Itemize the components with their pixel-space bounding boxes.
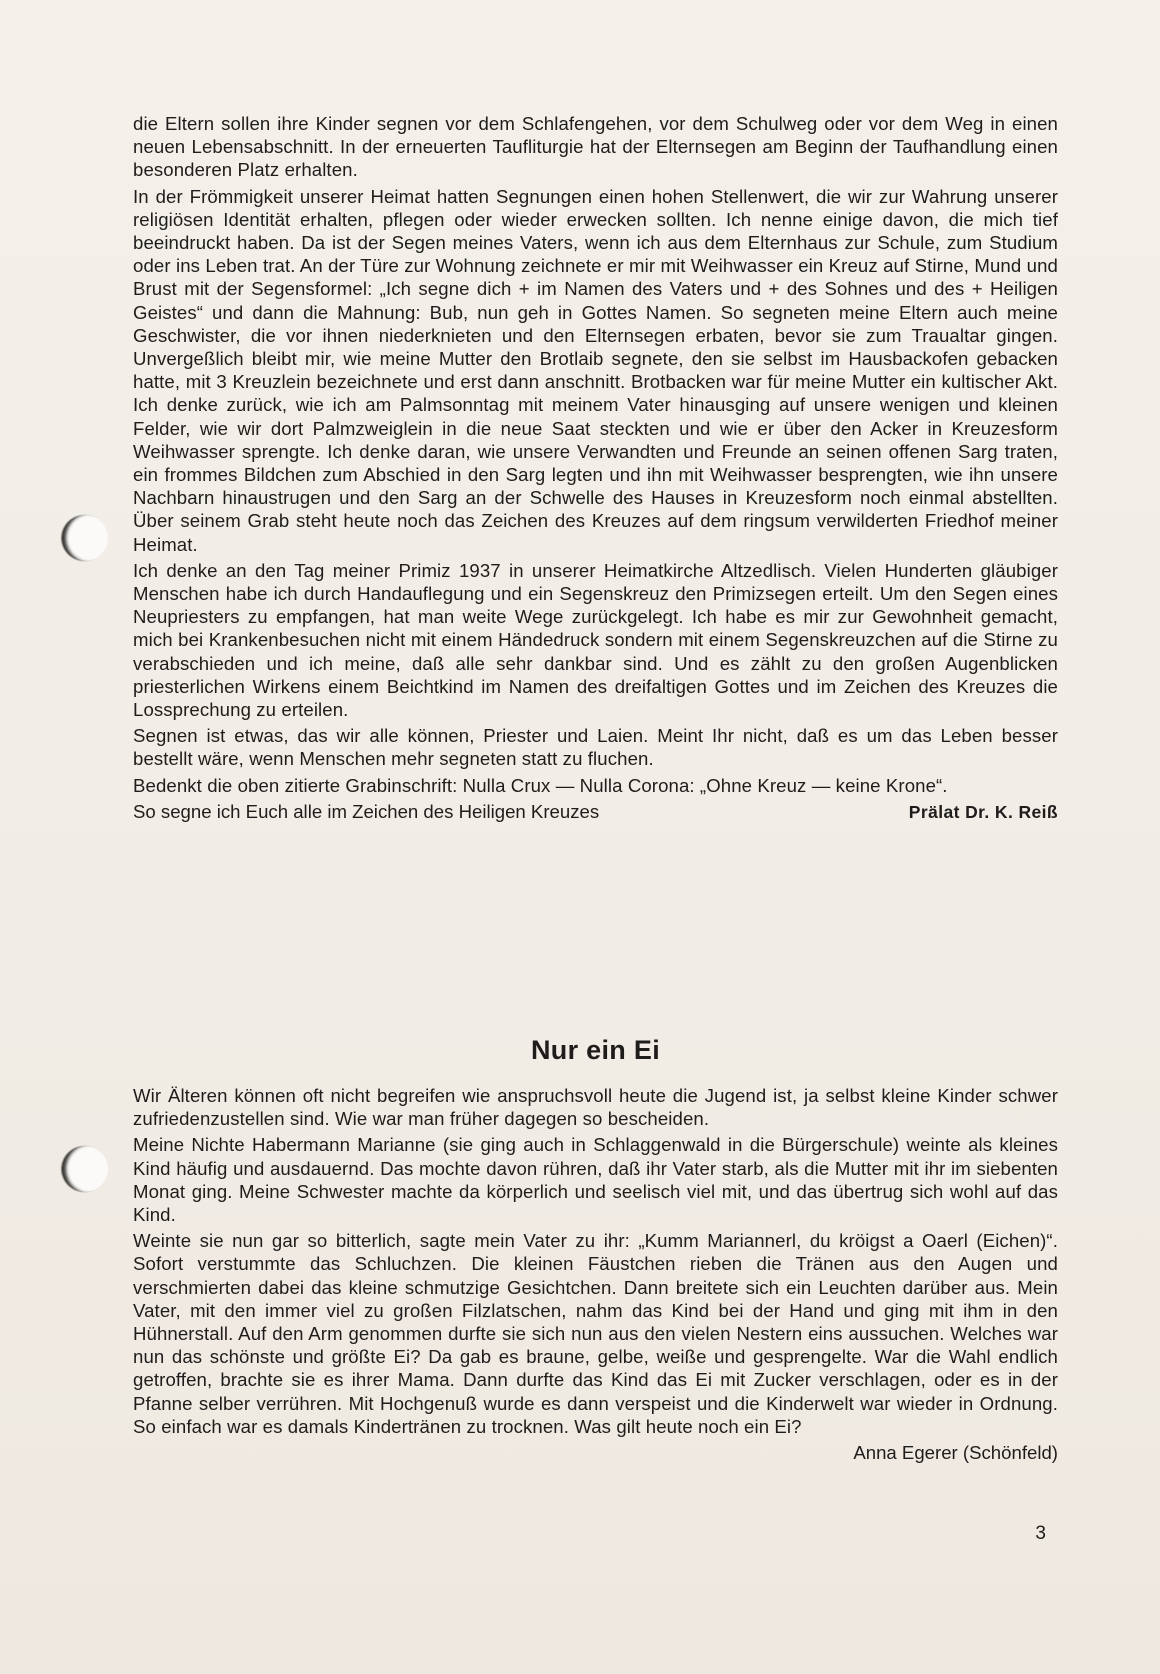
signoff xyxy=(133,800,1058,824)
author-credit: Anna Egerer (Schönfeld) xyxy=(853,1442,1058,1464)
paragraph: Ich denke an den Tag meiner Primiz 1937 in unserer Heimatkirche Altzedlisch. Vielen Hunderten gläubiger Menschen habe ich durch Handauflegung und ein Segenskreuz den Primizsegen erteilt. Um den Segen eines Neupriesters zu empfangen, hat man weite Wege zurückgelegt. Ich habe es mir zur Gewohnheit gemacht, mich bei Krankenbesuchen nicht mit einem Händedruck sondern mit einem Segenskreuzchen auf die Stirne zu verabschieden und ich meine, daß alle sehr dankbar sind. Und es zählt zu den großen Augenblicken priesterlichen Wirkens einem Beichtkind im Namen des dreifaltigen Gottes und im Zeichen des Kreuzes die Lossprechung zu erteilen. xyxy=(133,559,1058,721)
article-egg xyxy=(133,1084,1058,1464)
article-blessing xyxy=(133,112,1058,824)
punch-hole xyxy=(62,1146,108,1192)
signature: Prälat Dr. K. Reiß xyxy=(908,801,1058,822)
paragraph: Bedenkt die oben zitierte Grabinschrift: Nulla Crux — Nulla Corona: „Ohne Kreuz — keine Krone“. xyxy=(133,774,948,796)
punch-hole xyxy=(62,515,108,561)
paragraph: Segnen ist etwas, das wir alle können, Priester und Laien. Meint Ihr nicht, daß es um das Leben besser bestellt wäre, wenn Menschen mehr segneten statt zu fluchen. xyxy=(133,725,1058,770)
paragraph: Wir Älteren können oft nicht begreifen wie anspruchsvoll heute die Jugend ist, ja selbst kleine Kinder schwer zufriedenzustellen sind. Wie war man früher dagegen so bescheiden. xyxy=(133,1085,1058,1130)
closing-line: So segne ich Euch alle im Zeichen des Heiligen Kreuzes xyxy=(133,800,600,822)
paragraph: Weinte sie nun gar so bitterlich, sagte mein Vater zu ihr: „Kumm Mariannerl, du kröigst a Oaerl (Eichen)“. Sofort verstummte das Schluchzen. Die kleinen Fäustchen rieben die Tränen aus den Augen und verschmierten dabei das kleine schmutzige Gesichtchen. Dann breitete sich ein Leuchten darüber aus. Mein Vater, mit den immer viel zu großen Filzlatschen, nahm das Kind bei der Hand und ging mit ihm in den Hühnerstall. Auf den Arm genommen durfte sie sich nun aus den vielen Nestern eins aussuchen. Welches war nun das schönste und größte Ei? Da gab es braune, gelbe, weiße und gesprengelte. War die Wahl endlich getroffen, brachte sie es ihrer Mama. Dann durfte das Kind das Ei mit Zucker verschlagen, oder es in der Pfanne selber verrühren. Mit Hochgenuß wurde es dann verspeist und die Kinderwelt war wieder in Ordnung. So einfach war es damals Kindertränen zu trocknen. Was gilt heute noch ein Ei? xyxy=(133,1230,1058,1437)
page-number: 3 xyxy=(1035,1523,1046,1544)
paragraph: Meine Nichte Habermann Marianne (sie ging auch in Schlaggenwald in die Bürgerschule) weinte als kleines Kind häufig und ausdauernd. Das mochte davon rühren, daß ihr Vater starb, als die Mutter mit ihr im siebenten Monat ging. Meine Schwester machte da körperlich und seelisch viel mit, und das übertrug sich wohl auf das Kind. xyxy=(133,1134,1058,1226)
paragraph: In der Frömmigkeit unserer Heimat hatten Segnungen einen hohen Stellenwert, die wir zur Wahrung unserer religiösen Identität erhalten, pflegen oder wieder erwecken sollten. Ich nenne einige davon, die mich tief beeindruckt haben. Da ist der Segen meines Vaters, wenn ich aus dem Elternhaus zur Schule, zum Studium oder ins Leben trat. An der Türe zur Wohnung zeichnete er mir mit Weihwasser ein Kreuz auf Stirne, Mund und Brust mit der Segensformel: „Ich segne dich + im Namen des Vaters und + des Sohnes und des + Heiligen Geistes“ und dann die Mahnung: Bub, nun geh in Gottes Namen. So segneten meine Eltern auch meine Geschwister, die vor ihnen niederknieten und den Elternsegen erbaten, bevor sie zum Traualtar gingen. Unvergeßlich bleibt mir, wie meine Mutter den Brotlaib segnete, den sie selbst im Hausbackofen gebacken hatte, mit 3 Kreuzlein bezeichnete und erst dann anschnitt. Brotbacken war für meine Mutter ein kultischer Akt. Ich denke zurück, wie ich am Palmsonntag mit meinem Vater hinausging auf unsere wenigen und kleinen Felder, wie wir dort Palmzweiglein in die neue Saat steckten und wie er über den Acker in Kreuzesform Weihwasser sprengte. Ich denke daran, wie unsere Verwandten und Freunde an seinen offenen Sarg traten, ein frommes Bildchen zum Abschied in den Sarg legten und ihn mit Weihwasser besprengten, wie ihn unsere Nachbarn hinaustrugen und den Sarg an der Schwelle des Hauses in Kreuzesform noch einmal abstellten. Über seinem Grab steht heute noch das Zeichen des Kreuzes auf dem ringsum verwilderten Friedhof meiner Heimat. xyxy=(133,185,1058,555)
paragraph: die Eltern sollen ihre Kinder segnen vor dem Schlafengehen, vor dem Schulweg oder vor dem Weg in einen neuen Lebensabschnitt. In der erneuerten Taufliturgie hat der Elternsegen am Beginn der Taufhandlung einen besonderen Platz erhalten. xyxy=(133,113,1058,181)
article-title: Nur ein Ei xyxy=(530,1035,661,1065)
